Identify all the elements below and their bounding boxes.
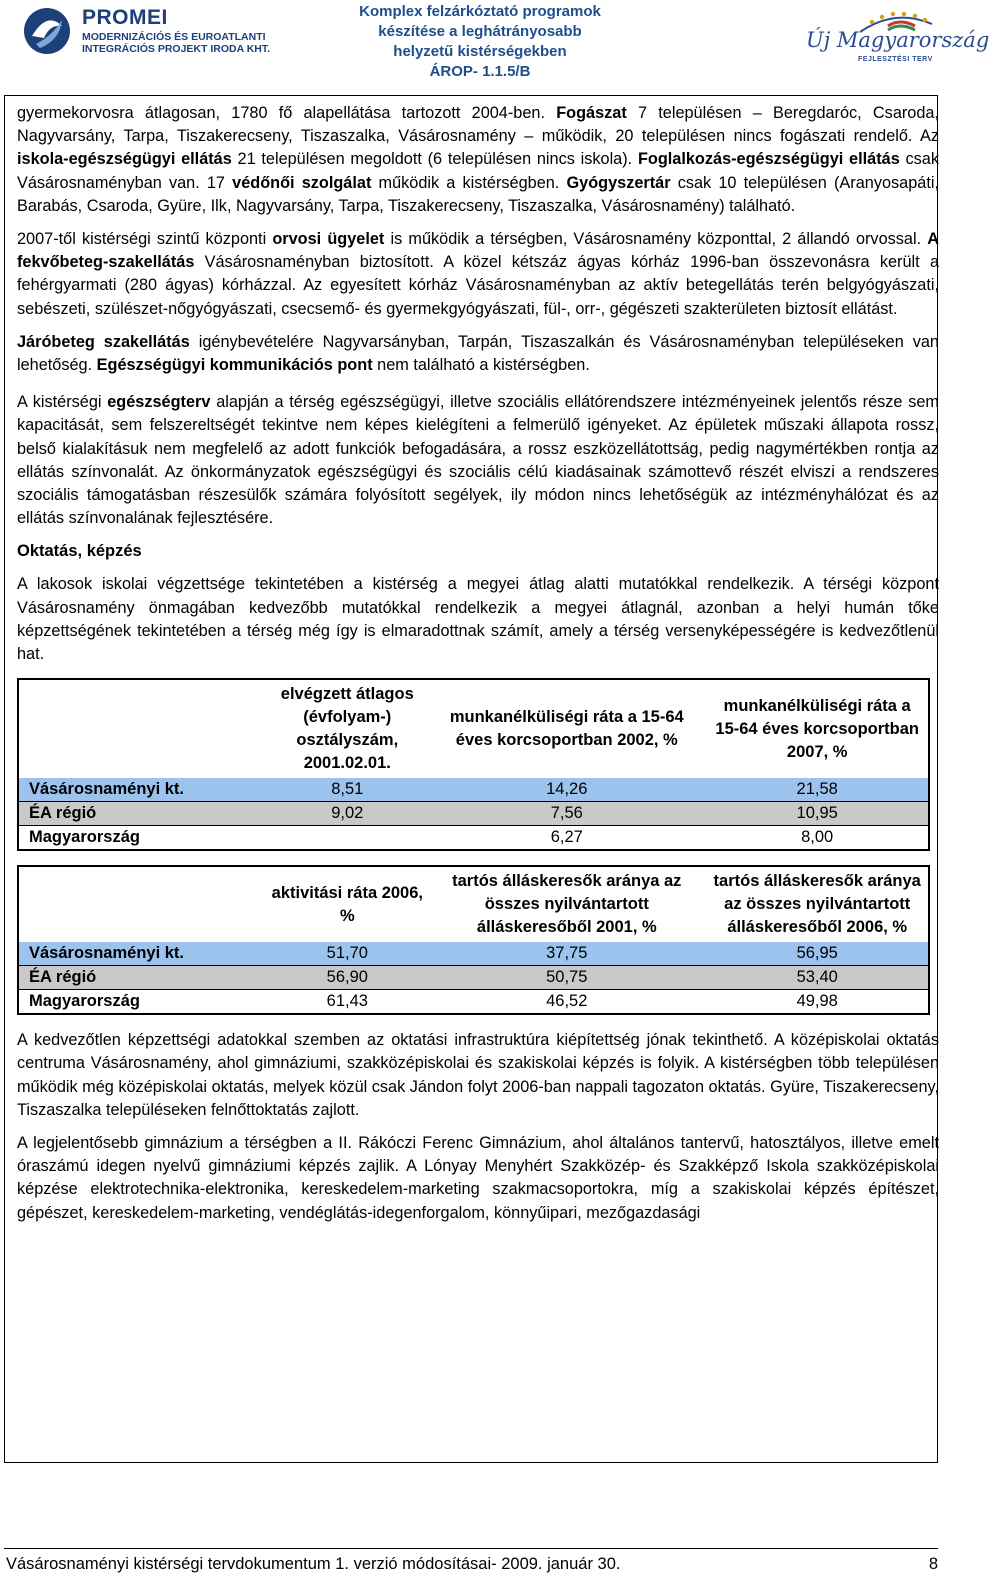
paragraph-text: csak 10 településen (Aranyosapáti, Barabás, Csaroda, Gyüre, Ilk, Nagyvarsány, Tarpa, Tiszakerecseny, Tiszaszalka, Vásárosnamény) található. <box>17 173 939 215</box>
table-cell: 6,27 <box>427 826 706 851</box>
table-cell: 53,40 <box>706 966 929 990</box>
column-header: munkanélküliségi ráta a 15-64 éves korcsoportban 2002, % <box>449 708 684 750</box>
table-cell: 21,58 <box>706 778 929 802</box>
row-label: Vásárosnaményi kt. <box>18 778 267 802</box>
table-cell: 14,26 <box>427 778 706 802</box>
paragraph-text: A kedvezőtlen képzettségi adatokkal szemben az oktatási infrastruktúra kiépítettség jónak tekinthető. A középiskolai oktatás centruma Vásárosnamény, ahol gimnáziumi, szakközépiskolai és szakiskolai képzés is folyik. A kistérségben több településen működik még középiskolai oktatás, melyek közül csak Jándon folyt 2006-ban nappali tagozaton oktatás. Gyüre, Tiszakerecseny, Tiszaszalka településeken felnőttoktatás zajlott. <box>17 1031 939 1119</box>
emphasis-text: védőnői szolgálat <box>232 173 372 192</box>
paragraph-text: A legjelentősebb gimnázium a térségben a II. Rákóczi Ferenc Gimnázium, ahol általános tantervű, hatosztályos, illetve emelt óraszámú idegen nyelvű gimnáziumi képzés zajlik. A Lónyay Menyhért Szakközép- és Szakképző Iskola szakközépiskolai képzése elektrotechnika-elektronika, kereskedelem-marketing szakmacsoportokra, míg a szakiskolai képzés építészet, gépészet, kereskedelem-marketing, vendéglátás-idegenforgalom, könnyűipari, mezőgazdasági <box>17 1134 939 1222</box>
section-heading: Oktatás, képzés <box>17 542 142 561</box>
content-column <box>17 102 939 1235</box>
promei-brand: PROMEI <box>82 6 168 29</box>
paragraph-text: 2007-től kistérségi szintű központi <box>17 230 273 249</box>
table-cell: 56,95 <box>706 942 929 966</box>
content-frame <box>4 95 938 1463</box>
row-label: Vásárosnaményi kt. <box>18 942 268 966</box>
table-cell: 61,43 <box>268 990 428 1015</box>
promei-line2: INTEGRÁCIÓS PROJEKT IRODA KHT. <box>82 43 271 55</box>
paragraph-text: A lakosok iskolai végzettsége tekintetében a kistérség a megyei átlag alatti mutatókkal rendelkezik. A térségi központ Vásárosnamény önmagában kedvezőbb mutatókkal rendelkezik a megyei átlagnál, azonban a helyi humán tőke képzettségének tekintetében a térség még így is elmaradottnak számít, amely a térség versenyképességére is kedvezőtlenül hat. <box>17 575 939 664</box>
emphasis-text: Foglalkozás-egészségügyi ellátás <box>637 150 900 169</box>
table-cell: 49,98 <box>706 990 929 1015</box>
education-unemployment-table <box>17 678 930 851</box>
paragraph-text: A kistérségi <box>17 393 108 412</box>
table-row <box>18 990 929 1015</box>
table-cell: 51,70 <box>268 942 428 966</box>
table-cell: 8,51 <box>267 778 427 802</box>
row-label: Magyarország <box>18 990 268 1015</box>
table-cell <box>267 826 427 851</box>
emphasis-text: iskola-egészségügyi ellátás <box>17 150 232 169</box>
table-row <box>18 826 929 851</box>
table-cell: 46,52 <box>427 990 706 1015</box>
emphasis-text: A fekvőbeteg-szakellátás <box>17 230 940 272</box>
paragraph-text: 7 településen – Beregdaróc, Csaroda, Nagyvarsány, Tarpa, Tiszakerecseny, Tiszaszalka, Vásárosnamény – működik, 20 településen nincs fogászati rendelő. Az <box>17 104 939 146</box>
header-title <box>320 2 640 82</box>
paragraph <box>17 573 939 666</box>
table-cell: 50,75 <box>427 966 706 990</box>
table-row <box>18 802 929 826</box>
page-header <box>0 0 989 88</box>
emphasis-text: Gyógyszertár <box>566 173 671 192</box>
emphasis-text: Egészségügyi kommunikációs pont <box>96 356 373 375</box>
paragraph <box>17 1029 939 1122</box>
paragraph <box>17 228 939 321</box>
table-row <box>18 942 929 966</box>
header-title-line: helyzetű kistérségekben <box>393 43 567 60</box>
activity-jobseekers-table <box>17 865 930 1015</box>
column-header: tartós álláskeresők aránya az összes nyilvántartott álláskeresőből 2001, % <box>452 872 682 937</box>
paragraph <box>17 391 939 530</box>
paragraph-text: működik a kistérségben. <box>371 173 567 192</box>
table-row <box>18 778 929 802</box>
emphasis-text: orvosi ügyelet <box>272 230 385 249</box>
footer-text: Vásárosnaményi kistérségi tervdokumentum 1. verzió módosításai- 2009. január 30. <box>6 1555 621 1573</box>
column-header <box>18 866 268 942</box>
header-title-line: készítése a leghátrányosabb <box>378 23 582 40</box>
paragraph <box>17 331 939 377</box>
column-header: aktivitási ráta 2006, % <box>271 883 423 925</box>
paragraph-text: 21 településen megoldott (6 településen nincs iskola). <box>231 150 638 169</box>
paragraph-text: nem található a kistérségben. <box>372 356 590 375</box>
emphasis-text: egészségterv <box>107 393 211 412</box>
uj-magyarorszag-tag: FEJLESZTÉSI TERV <box>858 56 933 63</box>
paragraph <box>17 1132 939 1225</box>
table-header-row <box>18 866 929 942</box>
table-row <box>18 966 929 990</box>
paragraph-text: csak Vásárosnaményban van. 17 <box>17 150 939 192</box>
paragraph-text: is működik a térségben, Vásárosnamény központtal, 2 állandó orvossal. <box>384 230 928 249</box>
uj-magyarorszag-logo <box>800 8 989 68</box>
emphasis-text: Járóbeteg szakellátás <box>17 332 190 351</box>
table-cell: 9,02 <box>267 802 427 826</box>
promei-logo <box>22 4 271 60</box>
table-cell: 37,75 <box>427 942 706 966</box>
paragraph <box>17 102 939 218</box>
column-header: elvégzett átlagos (évfolyam-) osztályszám, 2001.02.01. <box>280 685 414 773</box>
promei-emblem-icon <box>22 6 72 56</box>
paragraph-text: gyermekorvosra átlagosan, 1780 fő alapellátása tartozott 2004-ben. <box>17 104 557 122</box>
column-header <box>18 679 267 778</box>
emphasis-text: Fogászat <box>556 104 627 122</box>
header-title-line: Komplex felzárkóztató programok <box>359 3 601 20</box>
table-cell: 56,90 <box>268 966 428 990</box>
paragraph-text: igénybevételére Nagyvarsányban, Tarpán, Tiszaszalkán és Vásárosnaményban településeken van lehetőség. <box>17 332 939 375</box>
page-number: 8 <box>928 1555 938 1573</box>
column-header: munkanélküliségi ráta a 15-64 éves korcsoportban 2007, % <box>715 696 919 761</box>
table-cell: 10,95 <box>706 802 929 826</box>
column-header: tartós álláskeresők aránya az összes nyilvántartott álláskeresőből 2006, % <box>713 872 921 937</box>
table-cell: 8,00 <box>706 826 929 851</box>
paragraph-text: Vásárosnaményban biztosított. A közel kétszáz ágyas kórház 1996-ban összevonásra került a fehérgyarmati (280 ágyas) kórházzal. Az egyesített kórház Vásárosnaményban az aktív betegellátás terén belgyógyászati, sebészeti, szülészet-nőgyógyászati, csecsemő- és gyermekgyógyászati, fül-, orr-, gégészeti szakterületen biztosít ellátást. <box>17 253 939 318</box>
header-title-line: ÁROP- 1.1.5/B <box>429 63 531 80</box>
table-cell: 7,56 <box>427 802 706 826</box>
row-label: ÉA régió <box>18 802 267 826</box>
row-label: Magyarország <box>18 826 267 851</box>
paragraph-text: alapján a térség egészségügyi, illetve szociális ellátórendszere intézményeinek jelentős része sem kapacitását, sem felszereltségét tekintve nem képes kielégíteni a felmerülő igényeket. Az épületek műszaki állapota rossz, belső kialakításuk nem megfelelő az adott funkciók befogadására, a rossz eszközellátottság, pedig nagymértékben rontja az ellátás színvonalát. Az önkormányzatok egészségügyi és szociális célú kiadásainak számottevő részét elviszi a rendszeres szociális támogatásban részesülők számára folyósított segélyek, ily módon nincs lehetőségük az intézményhálózat és az ellátás színvonalának fejlesztésére. <box>17 393 939 528</box>
uj-magyarorszag-name: Új Magyarország <box>806 28 989 52</box>
page-footer <box>4 1548 938 1579</box>
promei-line1: MODERNIZÁCIÓS ÉS EUROATLANTI <box>82 31 266 43</box>
table-header-row <box>18 679 929 778</box>
row-label: ÉA régió <box>18 966 268 990</box>
